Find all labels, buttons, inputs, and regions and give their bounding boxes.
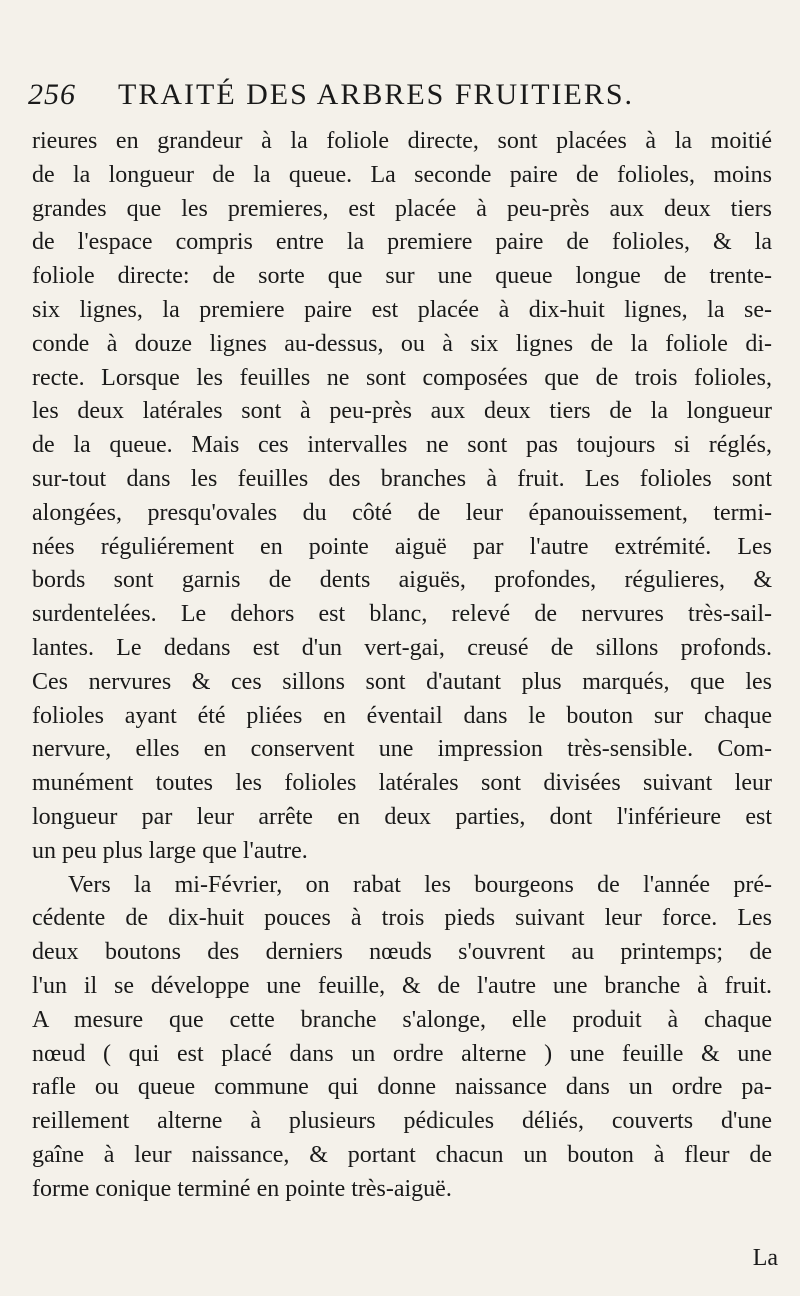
text-line: surdentelées. Le dehors est blanc, relevé de nervures très-sail-	[32, 601, 772, 628]
text-line: Ces nervures & ces sillons sont d'autant plus marqués, que les	[32, 668, 772, 695]
page-number: 256	[28, 78, 76, 111]
text-line: un peu plus large que l'autre.	[32, 837, 308, 864]
text-line: recte. Lorsque les feuilles ne sont composées que de trois folioles,	[32, 364, 772, 391]
text-line: de la longueur de la queue. La seconde paire de folioles, moins	[32, 161, 772, 188]
body-text	[32, 125, 772, 1207]
text-line: de l'espace compris entre la premiere paire de folioles, & la	[32, 229, 772, 256]
text-line: les deux latérales sont à peu-près aux deux tiers de la longueur	[32, 398, 772, 425]
text-line: gaîne à leur naissance, & portant chacun un bouton à fleur de	[32, 1141, 772, 1168]
catchword: La	[752, 1245, 778, 1271]
text-line: rafle ou queue commune qui donne naissance dans un ordre pa-	[32, 1074, 772, 1101]
text-line: lantes. Le dedans est d'un vert-gai, creusé de sillons profonds.	[32, 634, 772, 661]
text-line: sur-tout dans les feuilles des branches à fruit. Les folioles sont	[32, 465, 772, 492]
text-line: nées réguliérement en pointe aiguë par l'autre extrémité. Les	[32, 533, 772, 560]
paragraph	[32, 869, 772, 1207]
text-line: rieures en grandeur à la foliole directe, sont placées à la moitié	[32, 128, 772, 154]
text-line: A mesure que cette branche s'alonge, elle produit à chaque	[32, 1006, 772, 1033]
text-line: forme conique terminé en pointe très-aiguë.	[32, 1175, 452, 1202]
text-line: reillement alterne à plusieurs pédicules déliés, couverts d'une	[32, 1108, 772, 1135]
text-line: de la queue. Mais ces intervalles ne sont pas toujours si réglés,	[32, 432, 772, 459]
text-line: nervure, elles en conservent une impression très-sensible. Com-	[32, 736, 772, 763]
text-line: cédente de dix-huit pouces à trois pieds suivant leur force. Les	[32, 905, 772, 932]
text-line: six lignes, la premiere paire est placée à dix-huit lignes, la se-	[32, 296, 772, 323]
paragraph	[32, 125, 772, 869]
text-line: bords sont garnis de dents aiguës, profondes, régulieres, &	[32, 567, 772, 594]
running-title: TRAITÉ DES ARBRES FRUITIERS.	[118, 78, 635, 111]
text-line: longueur par leur arrête en deux parties, dont l'inférieure est	[32, 803, 772, 830]
text-line: l'un il se développe une feuille, & de l'autre une branche à fruit.	[32, 972, 772, 999]
text-line: munément toutes les folioles latérales sont divisées suivant leur	[32, 770, 772, 797]
text-line: nœud ( qui est placé dans un ordre alterne ) une feuille & une	[32, 1040, 772, 1067]
page-header	[28, 78, 768, 122]
text-line: conde à douze lignes au-dessus, ou à six lignes de la foliole di-	[32, 330, 772, 357]
text-line: deux boutons des derniers nœuds s'ouvrent au printemps; de	[32, 939, 772, 966]
text-line: foliole directe: de sorte que sur une queue longue de trente-	[32, 263, 772, 290]
text-line: folioles ayant été pliées en éventail dans le bouton sur chaque	[32, 702, 772, 729]
text-line: alongées, presqu'ovales du côté de leur épanouissement, termi-	[32, 499, 772, 526]
text-line: Vers la mi-Février, on rabat les bourgeons de l'année pré-	[68, 871, 772, 898]
text-line: grandes que les premieres, est placée à peu-près aux deux tiers	[32, 195, 772, 222]
